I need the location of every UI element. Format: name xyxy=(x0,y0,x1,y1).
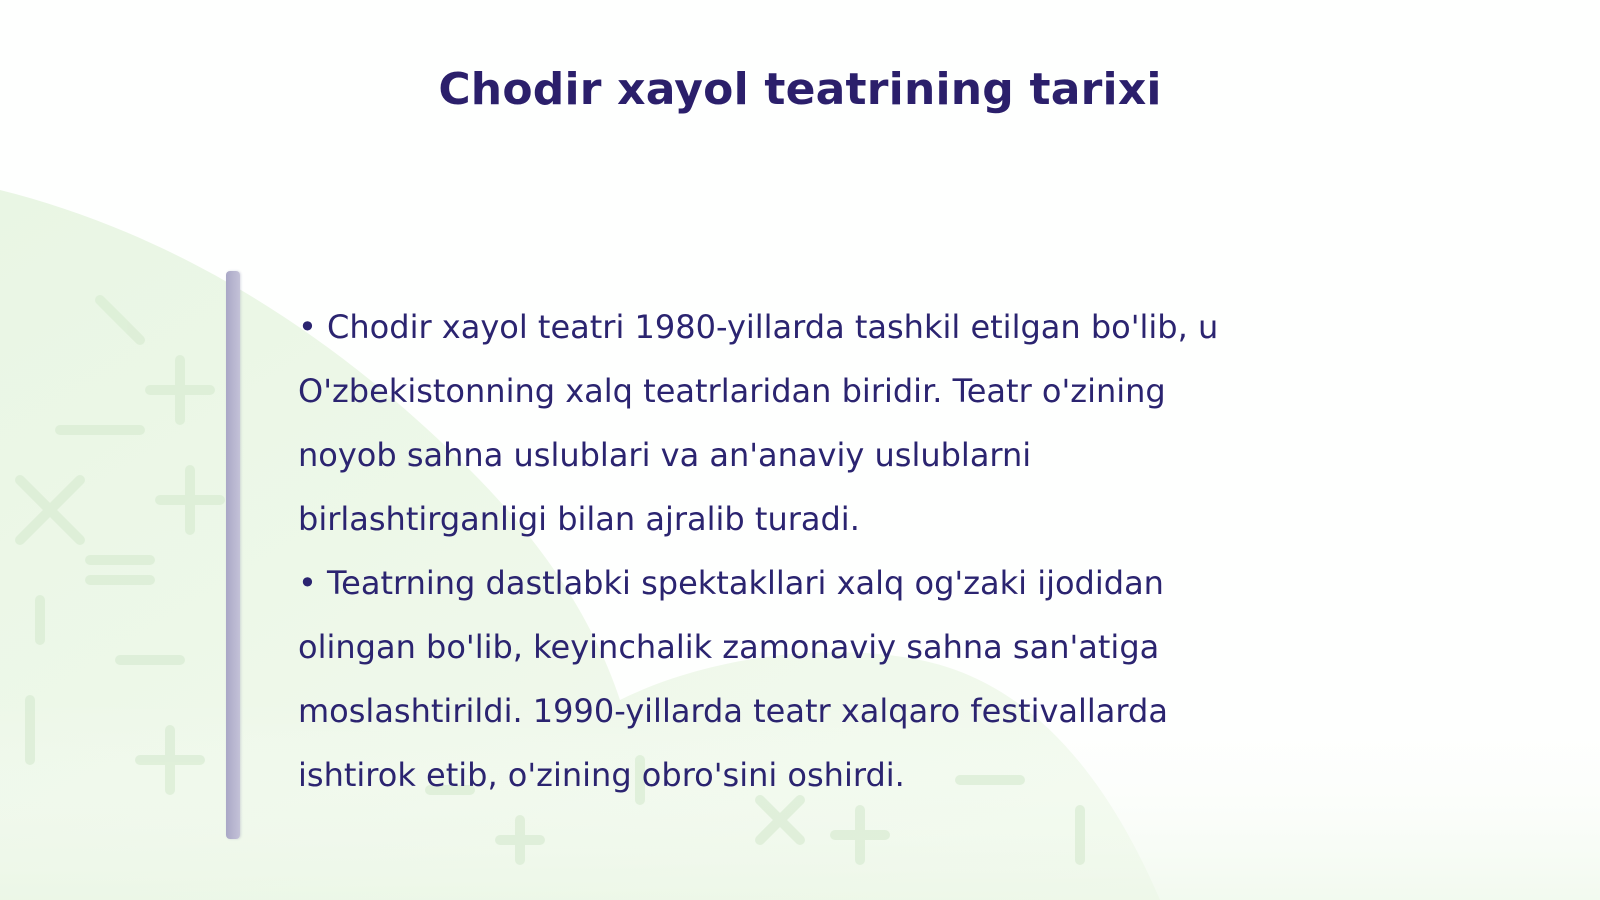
bullet-2: • Teatrning dastlabki spektakllari xalq og'zaki ijodidan olingan bo'lib, keyinchalik zamonaviy sahna san'atiga moslashtirildi. 1990-yillarda teatr xalqaro festivallarda ishtirok etib, o'zining obro'sini oshirdi. xyxy=(298,564,1168,794)
bullet-1: • Chodir xayol teatri 1980-yillarda tashkil etilgan bo'lib, u O'zbekistonning xalq teatrlaridan biridir. Teatr o'zining noyob sahna uslublari va an'anaviy uslublarni birlashtirganligi bilan ajralib turadi. xyxy=(298,308,1219,538)
body-text xyxy=(298,295,1258,807)
page-title: Chodir xayol teatrining tarixi xyxy=(438,64,1162,115)
accent-bar xyxy=(226,271,240,839)
